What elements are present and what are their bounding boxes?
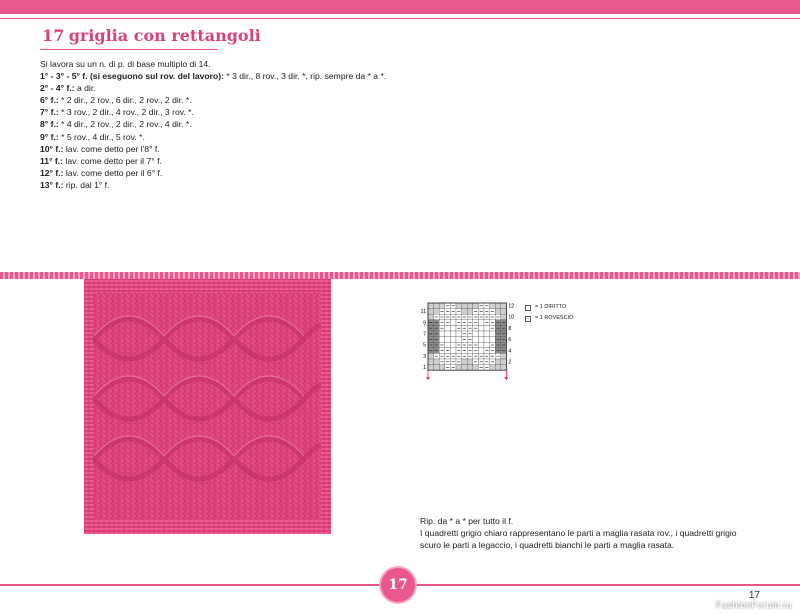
legend-purl [525, 313, 573, 324]
chart-cell [501, 303, 507, 309]
chart-cell [501, 314, 507, 320]
chart-cell [478, 342, 484, 348]
row-label: 6° f.: [40, 95, 59, 106]
chart-cell [473, 365, 479, 371]
row-text: * 2 dir., 2 rov., 6 dir., 2 rov., 2 dir. *. [58, 95, 192, 106]
instruction-row [40, 143, 560, 155]
chart-cell [450, 325, 456, 331]
chart-cell [478, 325, 484, 331]
chart-cell [478, 337, 484, 343]
chart-cell [490, 331, 496, 337]
row-number-right: 8 [508, 325, 512, 332]
chart-cell [484, 342, 490, 348]
chart-cell [428, 309, 434, 315]
row-label: 9° f.: [40, 131, 59, 142]
page-title [42, 26, 261, 46]
chart-cell [439, 365, 445, 371]
watermark: FashionForum.ru [715, 600, 792, 610]
row-number-left: 5 [423, 342, 426, 349]
row-label: 1° - 3° - 5° f. (si eseguono sul rov. del lavoro): [40, 71, 224, 82]
row-number-left: 7 [423, 331, 426, 338]
chart-cell [450, 331, 456, 337]
instructions [40, 58, 560, 191]
chart-cell [495, 309, 501, 315]
row-number-right: 6 [508, 337, 512, 344]
row-number-right: 4 [508, 348, 512, 355]
chart-legend [525, 302, 573, 324]
chart-cell [439, 337, 445, 343]
chart-cell [484, 337, 490, 343]
row-text: lav. come detto per l'8° f. [63, 143, 160, 154]
note-line: scuro le parti a legaccio, i quadretti bianchi le parti a maglia rasata. [420, 540, 675, 550]
pattern-title: griglia con rettangoli [68, 26, 261, 45]
chart-cell [462, 359, 468, 365]
chart-cell [473, 331, 479, 337]
chart-cell [456, 365, 462, 371]
knit-swatch-image [84, 279, 331, 534]
row-list [40, 70, 560, 191]
chart-cell [467, 359, 473, 365]
chart-cell [456, 303, 462, 309]
top-band [0, 0, 800, 14]
chart-cell [501, 309, 507, 315]
chart-cell [439, 303, 445, 309]
row-label: 10° f.: [40, 143, 64, 154]
row-label: 11° f.: [40, 155, 64, 166]
instruction-row [40, 167, 560, 179]
chart-cell [450, 342, 456, 348]
chart-cell [450, 337, 456, 343]
row-text: * 3 rov., 2 dir., 4 rov., 2 dir., 3 rov. *. [58, 107, 194, 118]
chart-cell [478, 331, 484, 337]
row-text: * 5 rov., 4 dir., 5 rov. *. [58, 131, 145, 142]
chart-cell [450, 320, 456, 326]
row-label: 7° f.: [40, 107, 59, 118]
instruction-row [40, 118, 560, 130]
row-number-left: 3 [423, 353, 426, 360]
chart-cell [501, 365, 507, 371]
chart-cell [462, 365, 468, 371]
chart-cell [428, 359, 434, 365]
chart-cell [428, 365, 434, 371]
row-text: * 3 dir., 8 rov., 3 dir. *, rip. sempre da * a *. [223, 71, 387, 82]
stitch-chart [418, 300, 518, 390]
chart-cell [484, 325, 490, 331]
row-number-left: 1 [423, 365, 426, 372]
row-number-right: 2 [508, 359, 512, 366]
instruction-row [40, 70, 560, 82]
row-number-left: 9 [423, 320, 426, 327]
chart-cell [478, 320, 484, 326]
row-number-right: 10 [508, 314, 515, 321]
knit-divider [0, 272, 800, 279]
pattern-number: 17 [42, 26, 65, 45]
repeat-marker-arrow [426, 377, 430, 380]
chart-cell [445, 331, 451, 337]
chart-cell [450, 348, 456, 354]
chart-cell [462, 309, 468, 315]
instruction-row [40, 155, 560, 167]
row-text: lav. come detto per il 7° f. [63, 155, 162, 166]
chart-cell [428, 353, 434, 359]
legend-knit [525, 302, 573, 313]
chart-notes [420, 515, 780, 551]
instruction-row [40, 82, 560, 94]
note-line: I quadretti grigio chiaro rappresentano le parti a maglia rasata rov., i quadretti grigio [420, 528, 737, 538]
row-number-right: 12 [508, 303, 515, 310]
row-text: rip. dal 1° f. [63, 179, 110, 190]
repeat-marker-arrow [504, 377, 508, 380]
chart-cell [484, 331, 490, 337]
row-text: * 4 dir., 2 rov., 2 dir., 2 rov., 4 dir. *. [58, 119, 192, 130]
row-label: 12° f.: [40, 167, 64, 178]
chart-cell [445, 342, 451, 348]
chart-cell [501, 359, 507, 365]
legend-knit-label: = 1 DIRITTO [535, 304, 567, 310]
chart-cell [462, 303, 468, 309]
row-text: a dir. [74, 83, 96, 94]
legend-purl-symbol: − [526, 315, 530, 322]
chart-cell [434, 303, 440, 309]
row-label: 8° f.: [40, 119, 59, 130]
chart-cell [467, 309, 473, 315]
intro-text: Si lavora su un n. di p. di base multiplo di 14. [40, 59, 211, 69]
page-badge: 17 [381, 568, 415, 602]
chart-cell [495, 365, 501, 371]
chart-cell [428, 314, 434, 320]
chart-cell [490, 303, 496, 309]
instruction-row [40, 179, 560, 191]
chart-cell [467, 303, 473, 309]
chart-cell [478, 348, 484, 354]
row-label: 13° f.: [40, 179, 64, 190]
chart-cell [445, 325, 451, 331]
chart-cell [467, 365, 473, 371]
instruction-row [40, 106, 560, 118]
chart-cell [501, 353, 507, 359]
chart-cell [490, 337, 496, 343]
title-underline [40, 49, 218, 50]
chart-cell [434, 365, 440, 371]
chart-cell [445, 337, 451, 343]
page-number: 17 [748, 590, 760, 601]
chart-cell [434, 359, 440, 365]
chart-cell [473, 337, 479, 343]
chart-cell [439, 331, 445, 337]
instruction-row [40, 131, 560, 143]
chart-cell [495, 359, 501, 365]
legend-purl-label: = 1 ROVESCIO [535, 315, 574, 321]
row-label: 2° - 4° f.: [40, 83, 75, 94]
chart-cell [456, 331, 462, 337]
instruction-row [40, 94, 560, 106]
chart-cell [473, 303, 479, 309]
row-number-left: 11 [420, 309, 426, 316]
row-text: lav. come detto per il 6° f. [63, 167, 163, 178]
chart-cell [434, 309, 440, 315]
chart-cell [456, 337, 462, 343]
note-line: Rip. da * a * per tutto il f. [420, 516, 514, 526]
chart-cell [490, 365, 496, 371]
chart-cell [495, 303, 501, 309]
top-rule [0, 18, 800, 19]
chart-cell [428, 303, 434, 309]
legend-knit-symbol [525, 305, 531, 311]
